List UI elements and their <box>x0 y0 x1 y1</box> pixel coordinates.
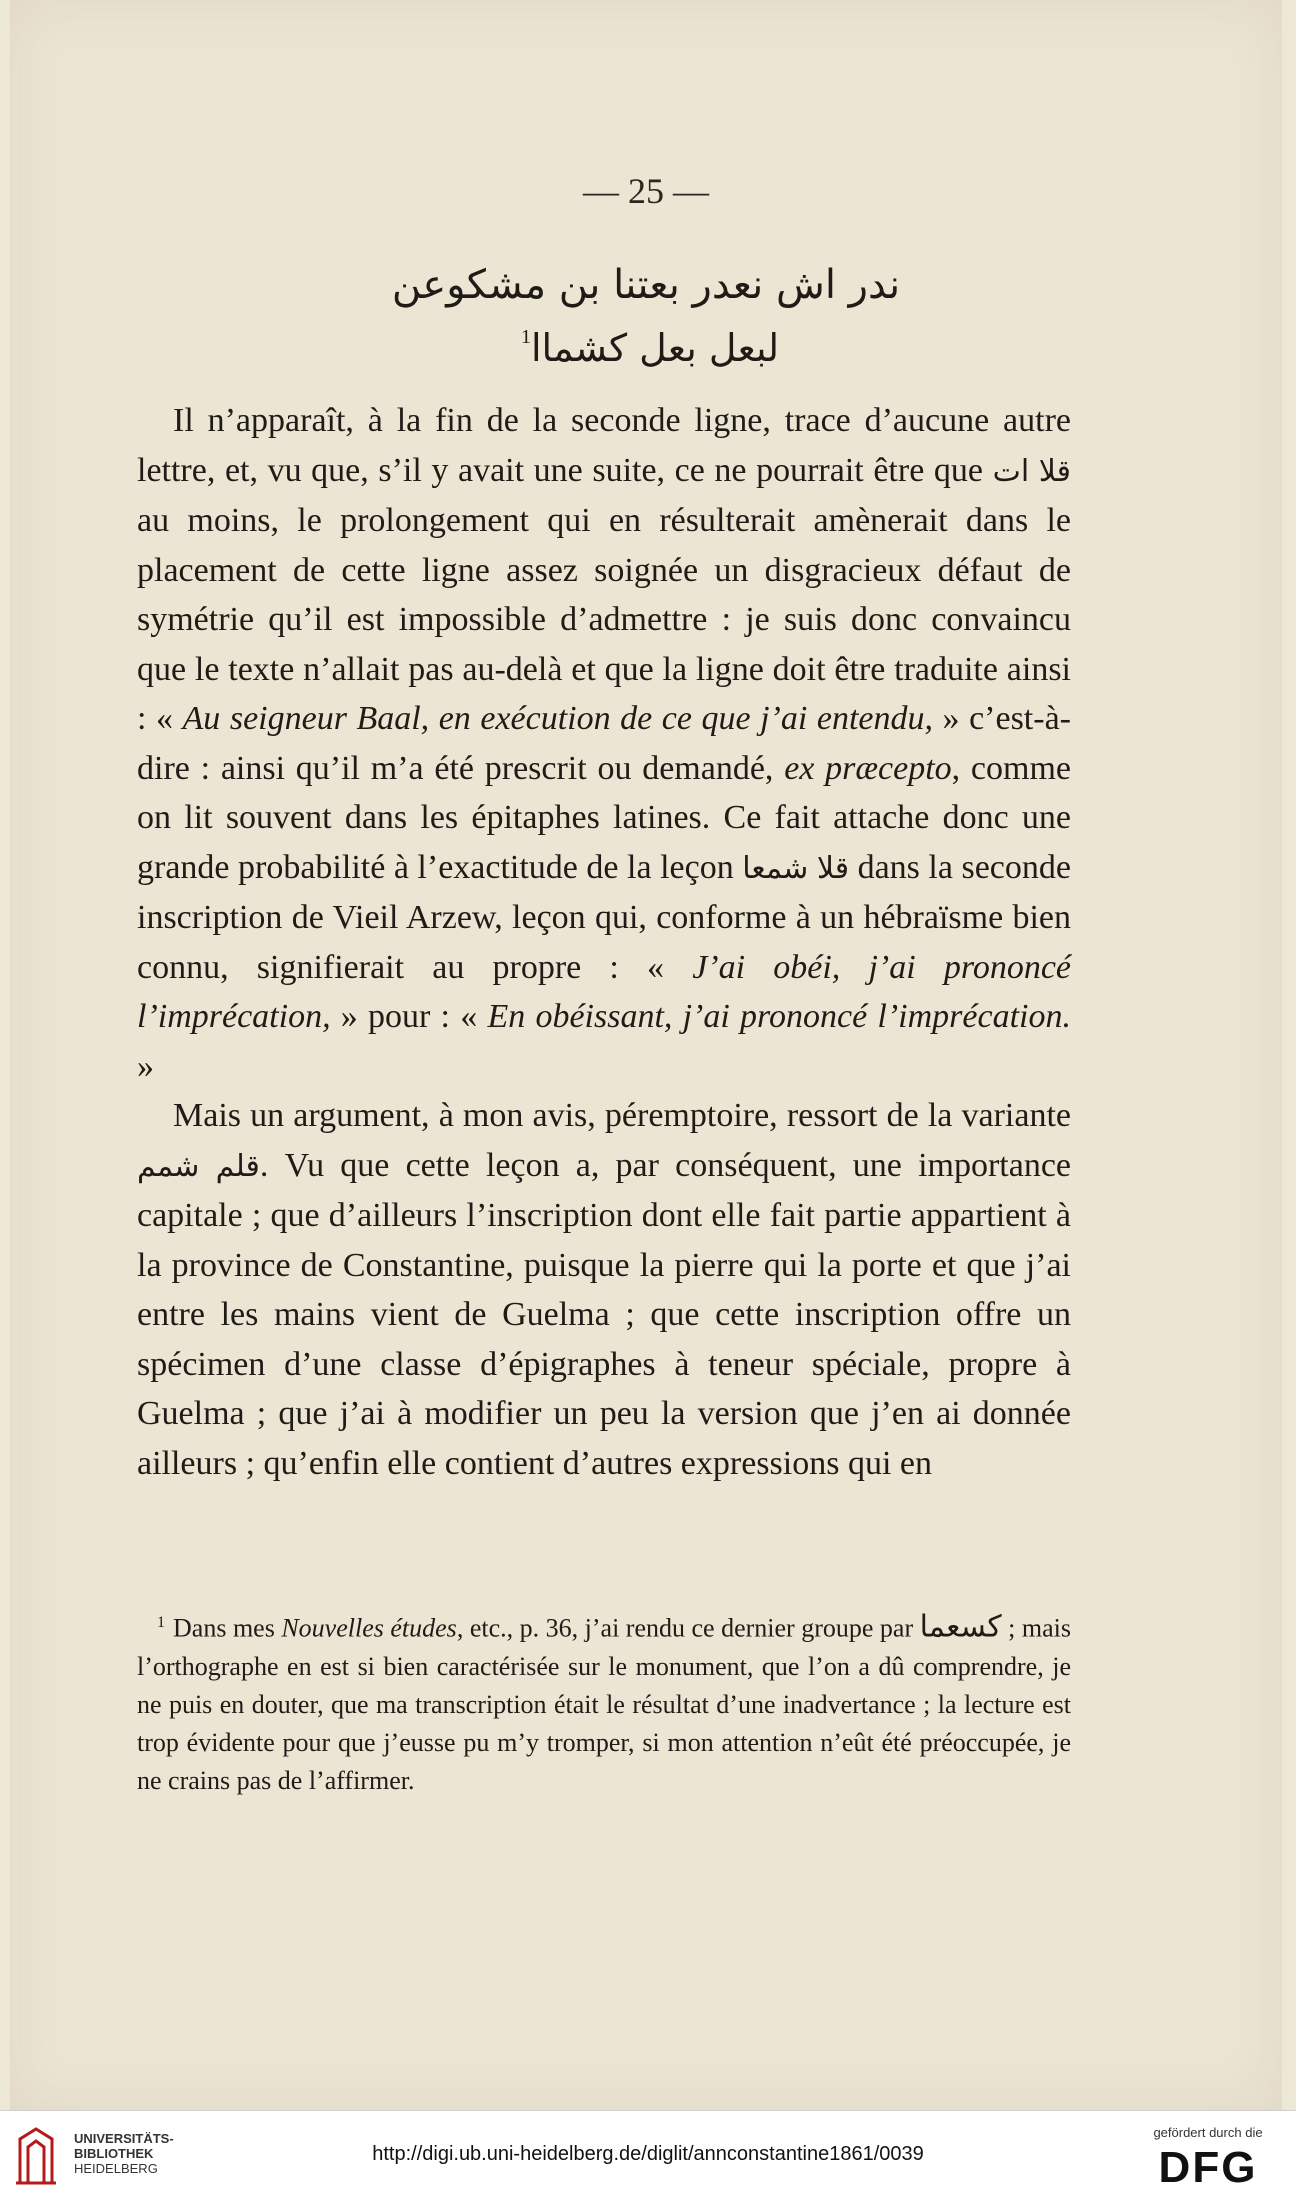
text-run: ; mais l’orthographe en est si bien caractérisée sur le monument, que l’on a dû comprendre, je ne puis en douter, que ma transcription était le résultat d’une inadvertance ; la lecture est trop évidente pour que j’eusse pu m’y tromper, si mon attention n’eût été préoccupée, je ne crains pas de l’affirmer. <box>137 1613 1072 1795</box>
arabic-word: قلا <box>1038 453 1072 489</box>
arabic-word: قلا <box>816 850 850 886</box>
text-run: . Vu que cette leçon a, par conséquent, une importance capitale ; que d’ailleurs l’inscription dont elle fait partie appartient à la province de Constantine, puisque la pierre qui la porte et que j’ai entre les mains vient de Guelma ; que cette inscription offre un spécimen d’une classe d’épigraphes à teneur spéciale, propre à Guelma ; que j’ai à modifier un peu la version que j’en ai donnée ailleurs ; qu’enfin elle contient d’autres expressions qui en <box>137 1146 1072 1482</box>
text-run: Mais un argument, à mon avis, péremptoire, ressort de la variante <box>173 1097 1071 1134</box>
text-run: » c’est-à-dire : ainsi qu’il m’a été prescrit ou demandé, <box>137 700 1071 787</box>
footnote <box>137 1604 1071 1800</box>
page-number: — 25 — <box>583 171 709 211</box>
text-run: Dans mes <box>173 1613 282 1643</box>
funder-block <box>1138 2125 1278 2192</box>
funded-by-label: gefördert durch die <box>1153 2125 1263 2140</box>
text-run: » <box>137 1047 154 1085</box>
arabic-word: شمعا <box>742 850 809 886</box>
scanned-page <box>10 0 1282 2110</box>
arabic-word: قلم <box>215 1148 260 1184</box>
footnote-reference: 1 <box>520 326 531 348</box>
logo-line: UNIVERSITÄTS- <box>74 2131 174 2146</box>
viewer-footer-bar <box>0 2110 1296 2204</box>
text-run: au moins, le prolongement qui en résulterait amènerait dans le placement de cette ligne assez soignée un disgracieux défaut de symétrie qu’il est impossible d’admettre : je suis donc convaincu que le texte n’allait pas au-delà et que la ligne doit être traduite ainsi : « <box>137 502 1071 737</box>
arabic-word: شمم <box>137 1148 200 1184</box>
logo-line: BIBLIOTHEK <box>74 2146 154 2161</box>
permalink-url[interactable]: http://digi.ub.uni-heidelberg.de/diglit/annconstantine1861/0039 <box>372 2143 924 2165</box>
italic-title: Nouvelles études <box>281 1613 457 1643</box>
text-run: , comme on lit souvent dans les épitaphes latines. Ce fait attache donc une grande probabilité à l’exactitude de la leçon <box>137 749 1072 886</box>
arabic-line-2 <box>10 326 1282 370</box>
arabic-line-1: ندر اش نعدر بعتنا بن مشكوعن <box>391 262 901 308</box>
logo-line: HEIDELBERG <box>74 2161 158 2176</box>
italic-quote: J’ai obéi, j’ai prononcé l’imprécation, <box>137 948 1072 1035</box>
arabic-word: كسعما <box>919 1609 1002 1645</box>
italic-quote: En obéissant, j’ai prononcé l’imprécation. <box>487 998 1071 1035</box>
paragraph-1 <box>137 396 1071 1091</box>
footnote-number: 1 <box>157 1614 165 1631</box>
text-run: , etc., p. 36, j’ai rendu ce dernier groupe par <box>456 1613 920 1643</box>
arabic-line-2-text: لبعل بعل كشماا <box>530 326 780 370</box>
italic-quote: ex præcepto <box>784 749 952 787</box>
text-run: dans la seconde inscription de Vieil Arzew, leçon qui, conforme à un hébraïsme bien connu, signifierait au propre : « <box>137 848 1071 986</box>
footnote-text <box>137 1604 1071 1800</box>
text-run: Il n’apparaît, à la fin de la seconde ligne, trace d’aucune autre lettre, et, vu que, s’il y avait une suite, ce ne pourrait être que <box>137 402 1071 489</box>
italic-quote: Au seigneur Baal, en exécution de ce que j’ai entendu, <box>182 700 933 737</box>
dfg-logo: DFG <box>1158 2143 1258 2192</box>
paragraph-2 <box>137 1091 1071 1488</box>
body-text <box>137 396 1071 1488</box>
text-run: » pour : « <box>330 998 488 1035</box>
arabic-word: ات <box>992 453 1030 489</box>
